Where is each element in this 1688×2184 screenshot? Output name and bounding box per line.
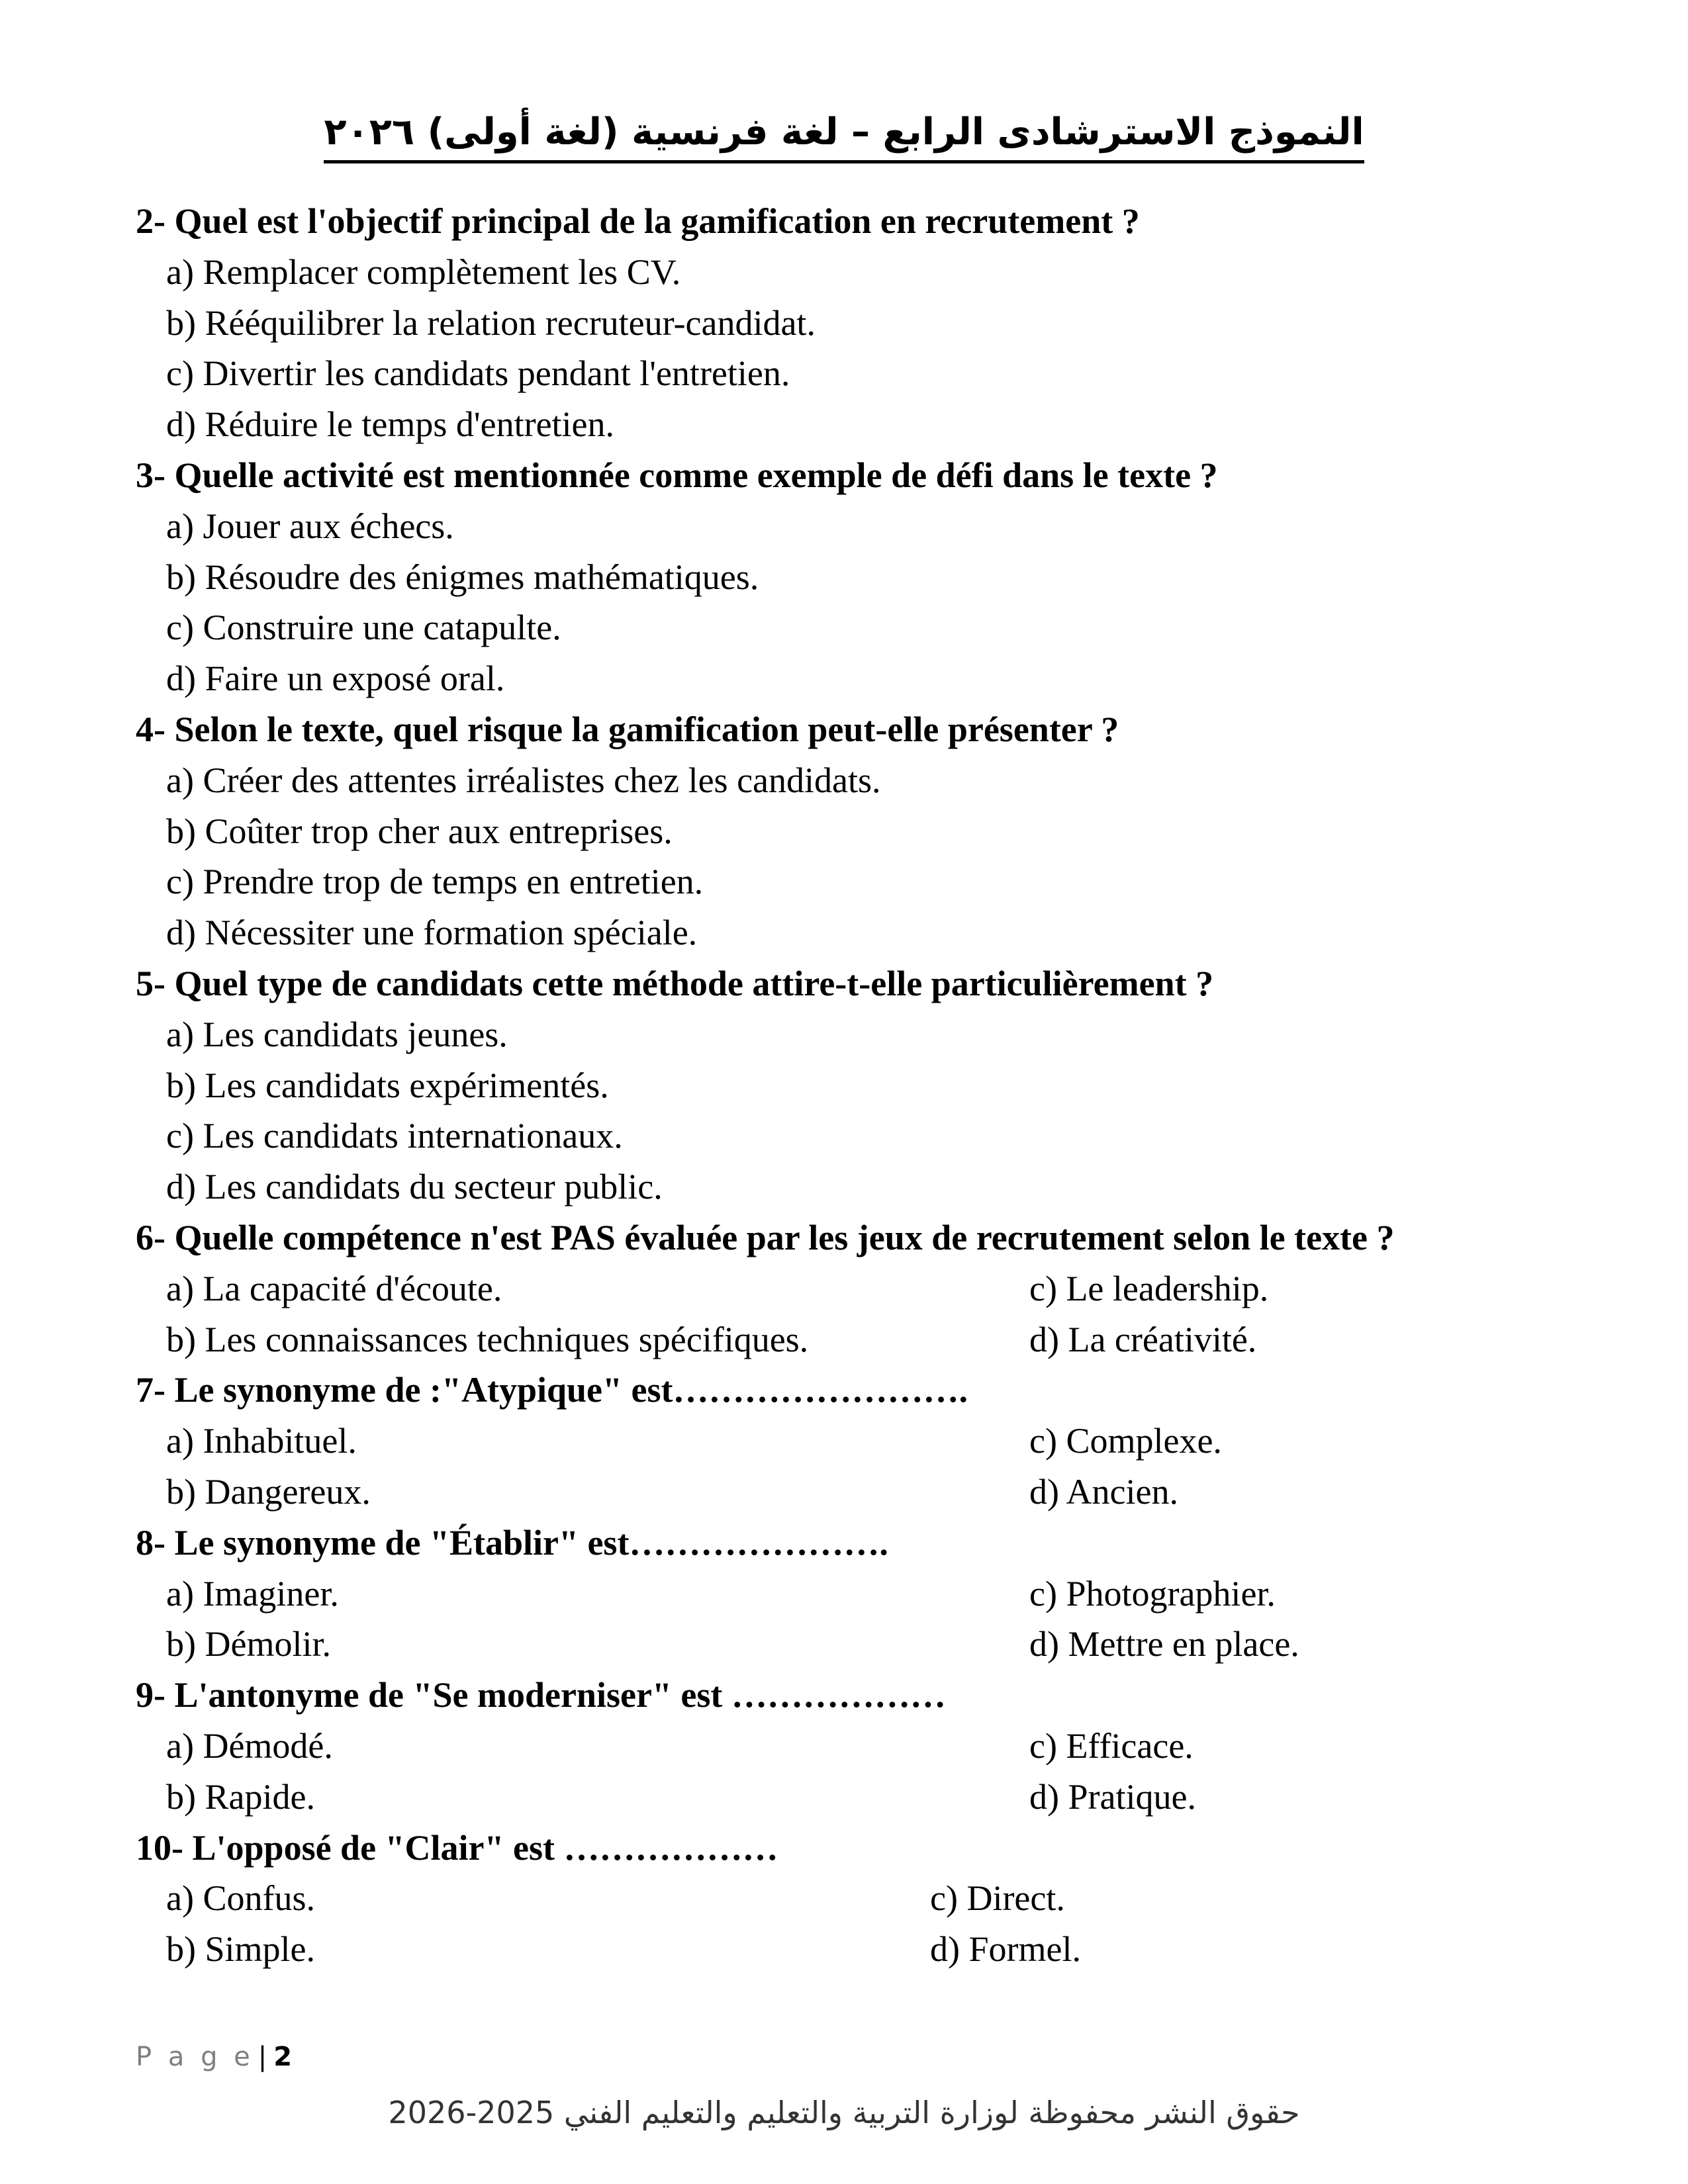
question-7-option-c: c) Complexe.: [1029, 1421, 1222, 1461]
page-number-footer: [136, 2038, 292, 2075]
question-5-option-a: a) Les candidats jeunes.: [166, 1014, 508, 1054]
copyright-footer: [0, 2091, 1688, 2134]
question-9-option-a: a) Démodé.: [166, 1725, 333, 1766]
question-2-option-c: c) Divertir les candidats pendant l'entretien.: [166, 353, 790, 394]
question-10-option-b: b) Simple.: [166, 1929, 315, 1970]
question-9-option-c: c) Efficace.: [1029, 1725, 1194, 1766]
question-5-option-c: c) Les candidats internationaux.: [166, 1116, 623, 1156]
question-4-option-d: d) Nécessiter une formation spéciale.: [166, 913, 698, 953]
question-10-option-a: a) Confus.: [166, 1878, 315, 1919]
question-2-option-d: d) Réduire le temps d'entretien.: [166, 404, 615, 445]
question-5-option-d: d) Les candidats du secteur public.: [166, 1167, 663, 1207]
question-9-options-row-1: [136, 1721, 1559, 1772]
question-6-option-c: c) Le leadership.: [1029, 1268, 1269, 1308]
question-8-options-row-2: [136, 1619, 1559, 1670]
question-8-option-c: c) Photographier.: [1029, 1573, 1276, 1614]
question-10-options-row-1: [136, 1873, 1559, 1924]
page-title: [0, 106, 1688, 163]
question-8-option-d: d) Mettre en place.: [1029, 1624, 1299, 1664]
question-10-option-d: d) Formel.: [930, 1929, 1081, 1970]
question-3: 3- Quelle activité est mentionnée comme exemple de défi dans le texte ?: [136, 455, 1218, 495]
question-6-options-row-1: [136, 1263, 1559, 1314]
question-3-option-c: c) Construire une catapulte.: [166, 608, 561, 648]
question-6-option-a: a) La capacité d'écoute.: [166, 1268, 502, 1308]
question-2: 2- Quel est l'objectif principal de la gamification en recrutement ?: [136, 201, 1140, 241]
question-9-options-row-2: [136, 1772, 1559, 1823]
question-5-option-b: b) Les candidats expérimentés.: [166, 1065, 609, 1105]
page-separator: |: [258, 2042, 267, 2072]
question-6-options-row-2: [136, 1314, 1559, 1365]
question-9-option-d: d) Pratique.: [1029, 1776, 1196, 1817]
page-title-text: النموذج الاسترشادى الرابع – لغة فرنسية (لغة أولى) ٢٠٢٦: [324, 106, 1364, 163]
question-4-option-a: a) Créer des attentes irréalistes chez les candidats.: [166, 760, 881, 800]
page-label: P a g e: [136, 2042, 254, 2072]
question-3-option-b: b) Résoudre des énigmes mathématiques.: [166, 557, 759, 597]
question-7-option-b: b) Dangereux.: [166, 1471, 371, 1512]
question-7-option-d: d) Ancien.: [1029, 1471, 1178, 1512]
question-2-option-b: b) Rééquilibrer la relation recruteur-candidat.: [166, 302, 816, 343]
question-6-option-d: d) La créativité.: [1029, 1319, 1257, 1359]
question-8-option-b: b) Démolir.: [166, 1624, 331, 1664]
question-6: 6- Quelle compétence n'est PAS évaluée par les jeux de recrutement selon le texte ?: [136, 1217, 1395, 1257]
questions-list: [136, 196, 1559, 1975]
question-7-option-a: a) Inhabituel.: [166, 1421, 357, 1461]
question-4-option-b: b) Coûter trop cher aux entreprises.: [166, 811, 673, 851]
question-4-option-c: c) Prendre trop de temps en entretien.: [166, 862, 704, 902]
question-4: 4- Selon le texte, quel risque la gamification peut-elle présenter ?: [136, 709, 1119, 749]
question-9-option-b: b) Rapide.: [166, 1776, 315, 1817]
question-8-option-a: a) Imaginer.: [166, 1573, 339, 1614]
question-10-options-row-2: [136, 1924, 1559, 1975]
question-3-option-d: d) Faire un exposé oral.: [166, 659, 505, 699]
question-7: 7- Le synonyme de :"Atypique" est…………………….: [136, 1370, 968, 1410]
question-6-option-b: b) Les connaissances techniques spécifiques.: [166, 1319, 809, 1359]
page-number: 2: [273, 2042, 293, 2072]
question-7-options-row-2: [136, 1467, 1559, 1518]
question-8: 8- Le synonyme de "Établir" est………………….: [136, 1522, 888, 1563]
question-5: 5- Quel type de candidats cette méthode attire-t-elle particulièrement ?: [136, 963, 1214, 1003]
copyright-text: حقوق النشر محفوظة لوزارة التربية والتعليم والتعليم الفني 2025-2026: [388, 2095, 1300, 2130]
question-3-option-a: a) Jouer aux échecs.: [166, 506, 454, 546]
question-10: 10- L'opposé de "Clair" est ………………: [136, 1827, 778, 1868]
question-2-option-a: a) Remplacer complètement les CV.: [166, 251, 681, 292]
question-9: 9- L'antonyme de "Se moderniser" est ………………: [136, 1675, 946, 1715]
question-10-option-c: c) Direct.: [930, 1878, 1065, 1919]
question-7-options-row-1: [136, 1416, 1559, 1467]
question-8-options-row-1: [136, 1569, 1559, 1619]
